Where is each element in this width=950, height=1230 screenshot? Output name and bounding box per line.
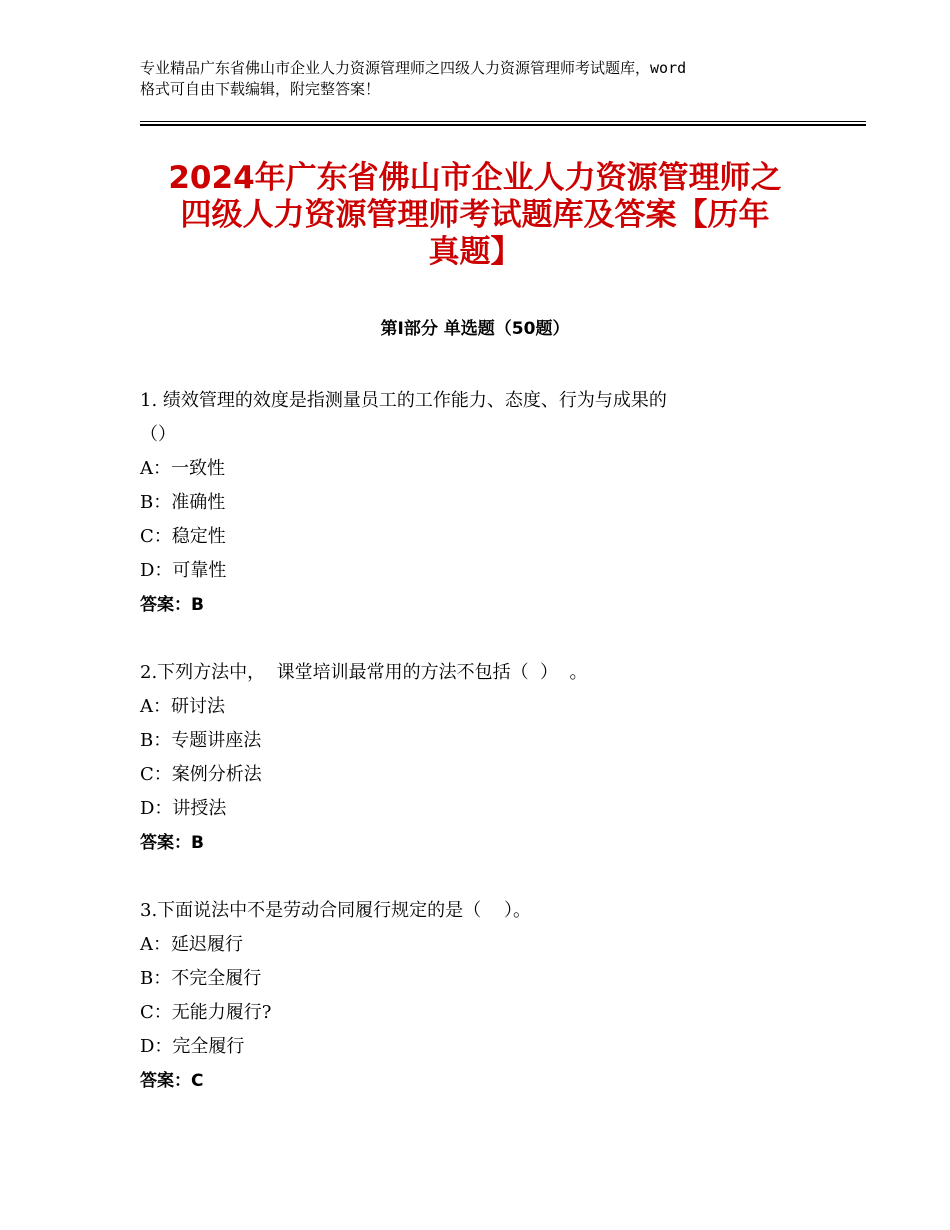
- option-b: B：准确性: [140, 492, 226, 513]
- option-d: D：可靠性: [140, 560, 227, 581]
- section-heading: 第Ⅰ部分 单选题（50题）: [380, 319, 570, 339]
- option-c: C：案例分析法: [140, 764, 262, 785]
- option-a: A：研讨法: [140, 696, 225, 717]
- header-note: [140, 58, 830, 100]
- question-stem-continued: （）: [140, 424, 176, 445]
- document-title: [120, 160, 830, 271]
- answer: 答案：B: [140, 595, 204, 615]
- title-line-3: 真题】: [428, 234, 522, 270]
- question-stem: 3.下面说法中不是劳动合同履行规定的是（ ）。: [140, 900, 532, 921]
- option-a: A：一致性: [140, 458, 225, 479]
- option-d: D：完全履行: [140, 1036, 245, 1057]
- option-a: A：延迟履行: [140, 934, 243, 955]
- question-2: [140, 656, 820, 860]
- title-line-2: 四级人力资源管理师考试题库及答案【历年: [180, 197, 770, 233]
- question-stem: 2.下列方法中， 课堂培训最常用的方法不包括（ ） 。: [140, 662, 588, 683]
- header-note-line-1: 专业精品广东省佛山市企业人力资源管理师之四级人力资源管理师考试题库，word: [140, 59, 687, 77]
- question-1: [140, 384, 820, 622]
- option-b: B：专题讲座法: [140, 730, 262, 751]
- question-stem: 1. 绩效管理的效度是指测量员工的工作能力、态度、行为与成果的: [140, 390, 667, 411]
- question-3: [140, 894, 820, 1098]
- title-line-1: 2024年广东省佛山市企业人力资源管理师之: [168, 160, 782, 196]
- answer: 答案：C: [140, 1071, 204, 1091]
- option-c: C：无能力履行?: [140, 1002, 272, 1023]
- answer: 答案：B: [140, 833, 204, 853]
- option-d: D：讲授法: [140, 798, 227, 819]
- option-c: C：稳定性: [140, 526, 226, 547]
- header-note-line-2: 格式可自由下载编辑，附完整答案！: [140, 80, 381, 98]
- question-list: [140, 384, 820, 1132]
- header-divider: [140, 121, 866, 126]
- option-b: B：不完全履行: [140, 968, 262, 989]
